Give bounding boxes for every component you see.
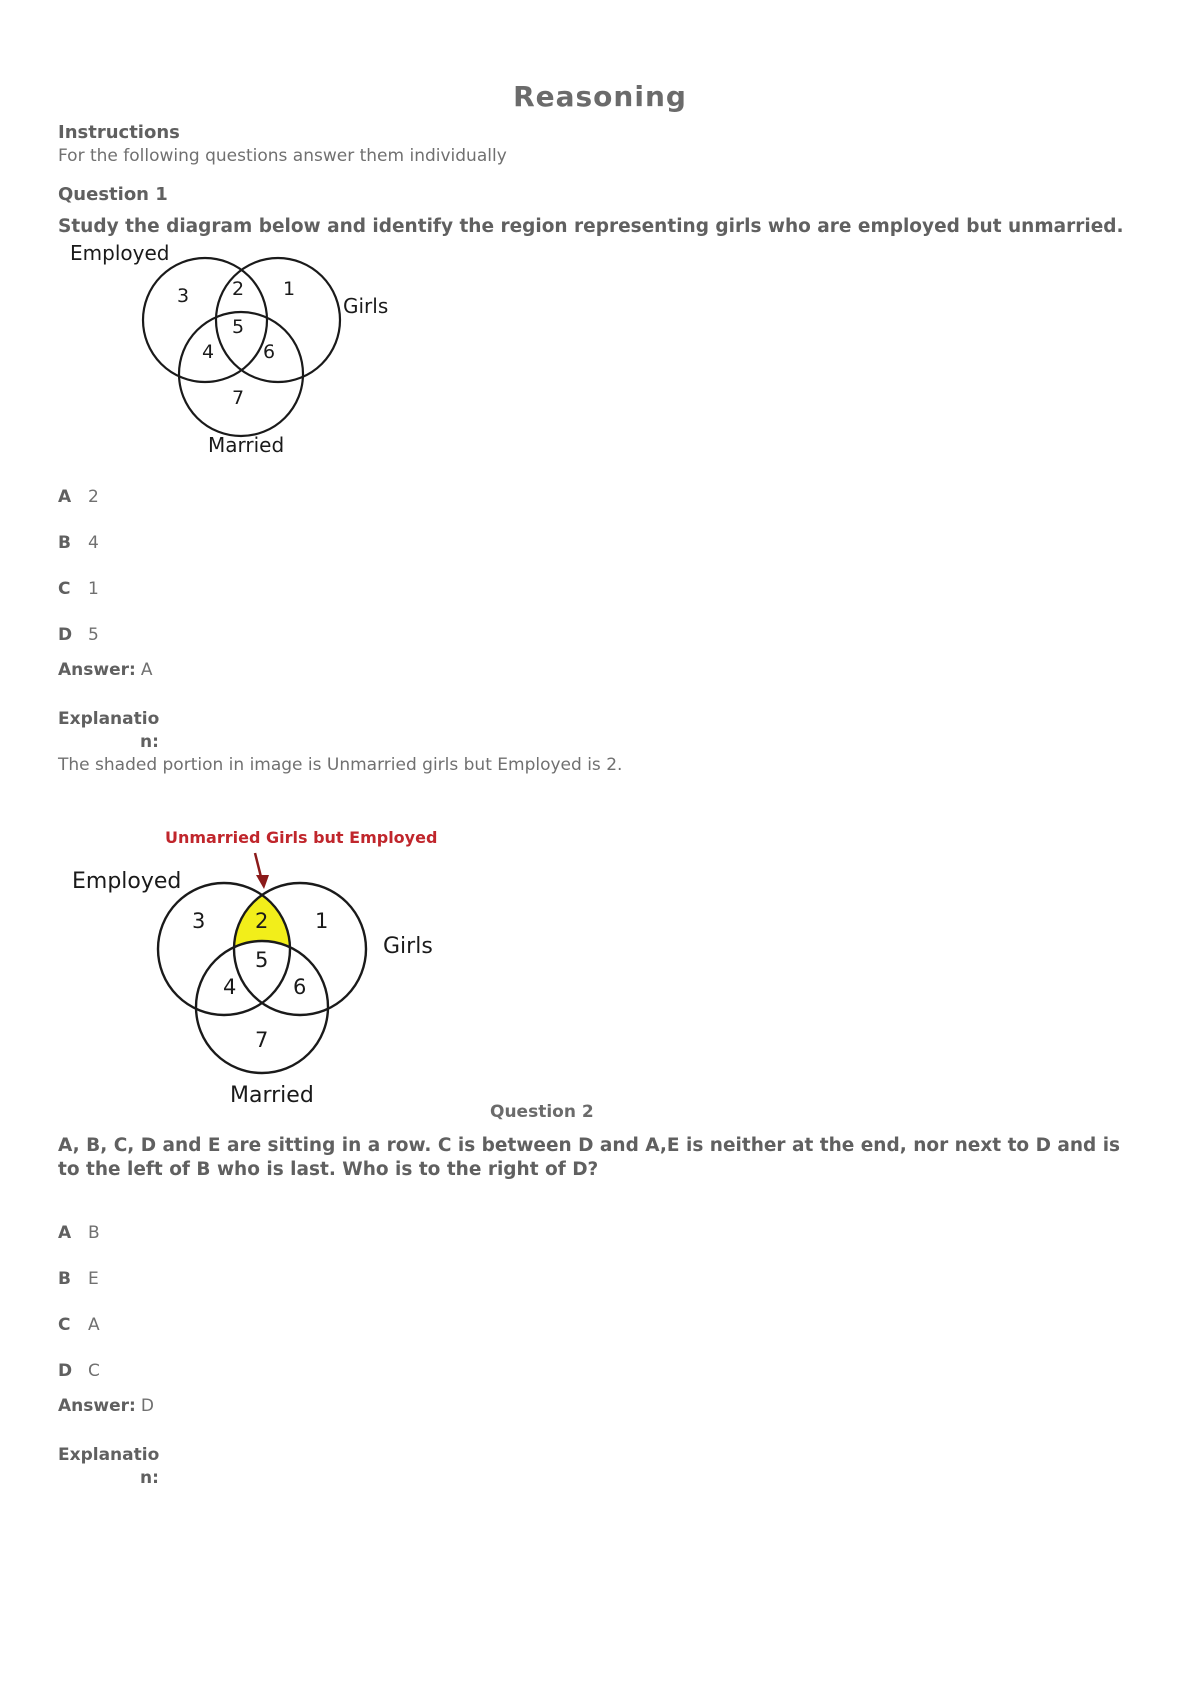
option-value: A: [88, 1315, 100, 1335]
region-label: 2: [232, 278, 245, 300]
region-label: 2: [255, 909, 269, 933]
option-letter: C: [58, 1315, 71, 1335]
region-label: 3: [177, 285, 190, 307]
explanation-text: The shaded portion in image is Unmarried girls but Employed is 2.: [58, 755, 623, 775]
region-label: 5: [255, 948, 269, 972]
callout-label: Unmarried Girls but Employed: [165, 828, 438, 847]
option-letter: B: [58, 1269, 71, 1289]
instructions-heading: Instructions: [58, 122, 180, 143]
answer-value: A: [140, 660, 153, 680]
question-1-stem: Study the diagram below and identify the region representing girls who are employed but unmarried.: [58, 216, 1124, 237]
option-row[interactable]: [58, 625, 99, 645]
answer-line: [58, 1396, 154, 1416]
option-letter: A: [58, 1223, 72, 1243]
region-label: 4: [223, 975, 237, 999]
region-label: 5: [232, 316, 245, 338]
option-row[interactable]: [58, 579, 99, 599]
girls-label: Girls: [383, 934, 433, 959]
region-label: 7: [255, 1028, 269, 1052]
question-1-heading: Question 1: [58, 184, 168, 205]
option-value: 5: [88, 625, 99, 645]
venn-diagram-q1: [60, 240, 400, 460]
callout-arrow-head: [256, 875, 269, 889]
explanation-label-part2: n:: [140, 1468, 159, 1488]
explanation-label: [58, 708, 159, 754]
option-value: C: [88, 1361, 100, 1381]
region-label: 1: [315, 909, 329, 933]
option-row[interactable]: [58, 1361, 100, 1381]
region-label: 6: [263, 341, 276, 363]
married-label: Married: [208, 433, 285, 457]
answer-label: Answer:: [58, 1396, 136, 1416]
option-row[interactable]: [58, 533, 99, 553]
option-letter: D: [58, 625, 73, 645]
option-row[interactable]: [58, 487, 99, 507]
option-value: E: [88, 1269, 99, 1289]
instructions-text: For the following questions answer them individually: [58, 146, 507, 166]
option-value: 2: [88, 487, 99, 507]
option-letter: B: [58, 533, 71, 553]
explanation-label: [58, 1444, 159, 1490]
explanation-label-part1: Explanatio: [58, 1445, 160, 1465]
girls-label: Girls: [343, 294, 389, 318]
answer-value: D: [140, 1396, 154, 1416]
employed-label: Employed: [70, 241, 170, 265]
answer-label: Answer:: [58, 660, 136, 680]
option-value: 1: [88, 579, 99, 599]
question-2-heading: Question 2: [490, 1102, 594, 1122]
explanation-label-part1: Explanatio: [58, 709, 160, 729]
option-value: B: [88, 1223, 100, 1243]
page-title: Reasoning: [513, 80, 687, 113]
employed-label: Employed: [72, 869, 182, 894]
region-label: 3: [192, 909, 206, 933]
explanation-label-part2: n:: [140, 732, 159, 752]
region-label: 1: [283, 278, 296, 300]
option-letter: A: [58, 487, 72, 507]
venn-diagram-explanation: [60, 825, 460, 1115]
answer-line: [58, 660, 153, 680]
married-label: Married: [230, 1083, 314, 1108]
option-letter: D: [58, 1361, 73, 1381]
option-value: 4: [88, 533, 99, 553]
employed-circle: [143, 258, 267, 382]
region-label: 7: [232, 387, 245, 409]
option-letter: C: [58, 579, 71, 599]
region-label: 6: [293, 975, 307, 999]
option-row[interactable]: [58, 1223, 100, 1243]
question-2-stem: A, B, C, D and E are sitting in a row. C is between D and A,E is neither at the end, nor next to D and is to the left of B who is last. Who is to the right of D?: [58, 1135, 1121, 1180]
region-label: 4: [202, 341, 215, 363]
option-row[interactable]: [58, 1315, 100, 1335]
option-row[interactable]: [58, 1269, 99, 1289]
